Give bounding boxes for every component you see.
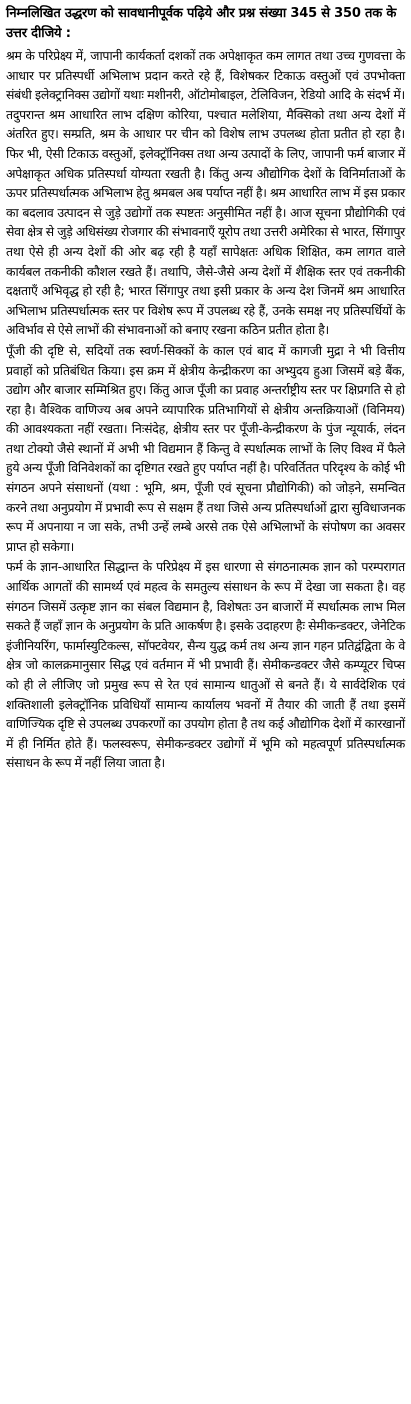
- paragraph-capital: पूँजी की दृष्टि से, सदियों तक स्वर्ण-सिक्कों के काल एवं बाद में कागजी मुद्रा ने भी वित्तीय प्रवाहों को प्रतिबंधित किया। इस क्रम में क्षेत्रीय केन्द्रीकरण का अभ्युदय हुआ जिसमें बड़े बैंक, उद्योग और बाजार सम्मिश्रित हुए। किंतु आज पूँजी का प्रवाह अन्तर्राष्ट्रीय स्तर पर क्षिप्रगति से हो रहा है। वैश्विक वाणिज्य अब अपने व्यापारिक प्रतिभागियों से क्षेत्रीय अन्तक्रियाओं (विनिमय) की आवश्यकता नहीं रखता। निःसंदेह, क्षेत्रीय स्तर पर पूँजी-केन्द्रीकरण के पुंज न्यूयार्क, लंदन तथा टोक्यो जैसे स्थानों में अभी भी विद्यमान हैं किन्तु वे स्पर्धात्मक लाभों के लिए विश्व में फैले हुये अन्य पूँजी विनिवेशकों का दृष्टिगत रखते हुए पर्याप्त नहीं है। परिवर्तितत परिदृश्य के कोई भी संगठन अपने संसाधनों (यथा : भूमि, श्रम, पूँजी एवं सूचना प्रौद्योगिकी) को जोड़ने, समन्वित करने तथा अनुप्रयोग में प्रभावी रूप से सक्षम हैं तथा जिसे अन्य प्रतिस्पर्धाओं द्वारा सुविधाजनक रूप में अपनाया न जा सके, तभी उन्हें लम्बे अरसे तक ऐसे अभिलाभों के संपोषण का अवसर प्राप्त हो सकेगा।: [6, 342, 405, 554]
- paragraph-labour: श्रम के परिप्रेक्ष्य में, जापानी कार्यकर्ता दशकों तक अपेक्षाकृत कम लागत तथा उच्च गुणवत्ता के आधार पर प्रतिस्पर्धी अभिलाभ प्रदान करते रहे हैं, विशेषकर टिकाऊ वस्तुओं एवं उपभोक्ता संबंधी इलेक्ट्रानिक्स उद्योगों यथाः मशीनरी, ऑटोमोबाइल, टेलिविजन, रेडियो आदि के संदर्भ में। तदुपरान्त श्रम आधारित लाभ दक्षिण कोरिया, पश्चात मलेशिया, मैक्सिको तथा अन्य देशों में अंतरित हुए। सम्प्रति, श्रम के आधार पर चीन को विशेष लाभ उपलब्ध होता प्रतीत हो रहा है। फिर भी, ऐसी टिकाऊ वस्तुओं, इलेक्ट्रॉनिक्स तथा अन्य उत्पादों के लिए, जापानी फर्म बाजार में अपेक्षाकृत अधिक प्रतिस्पर्धा योग्यता रखती है। किंतु अन्य औद्योगिक देशों के विनिर्माताओं के ऊपर प्रतिस्पर्धात्मक अभिलाभ हेतु श्रमबल अब पर्याप्त नहीं है। श्रम आधारित लाभ में इस प्रकार का बदलाव उत्पादन से जुड़े उद्योगों तक स्पष्टतः अनुसीमित नहीं है। आज सूचना प्रौद्योगिकी एवं सेवा क्षेत्र से जुड़े अधिसंख्य रोजगार की संभावनाएँ यूरोप तथा उत्तरी अमेरिका से भारत, सिंगापुर तथा ऐसे ही अन्य देशों की ओर बढ़ रही है यहाँ सापेक्षतः अधिक शिक्षित, कम लागत वाले कार्यबल तकनीकी कौशल रखते हैं। तथापि, जैसे-जैसे अन्य देशों में शैक्षिक स्तर एवं तकनीकी दक्षताएँ अभिवृद्ध हो रही है; भारत सिंगापुर तथा इसी प्रकार के अन्य देश जिनमें श्रम आधारित अभिलाभ प्रतिस्पर्धात्मक स्तर पर विशेष रूप में उपलब्ध रहे हैं, उनके समक्ष नए प्रतिस्पर्धियों के अविर्भाव से ऐसे लाभों की संभावनाओं को बनाए रखना कठिन प्रतीत होता है।: [6, 48, 405, 338]
- paragraph-knowledge: फर्म के ज्ञान-आधारित सिद्धान्त के परिप्रेक्ष्य में इस धारणा से संगठनात्मक ज्ञान को परम्परागत आर्थिक आगतों की सामर्थ्य एवं महत्व के समतुल्य संसाधन के रूप में देखा जा सकता है। वह संगठन जिसमें उत्कृष्ट ज्ञान का संबल विद्यमान है, विशेषतः उन बाजारों में स्पर्धात्मक लाभ मिल सकते हैं जहाँ ज्ञान के अनुप्रयोग के प्रति आकर्षण है। इसके उदाहरण हैः सेमीकन्डक्टर, जेनेटिक इंजीनियरिंग, फार्मास्युटिकल्स, सॉफ्टवेयर, सैन्य युद्ध कर्म तथ अन्य ज्ञान गहन प्रतिद्वंद्विता के वे क्षेत्र जो कालक्रमानुसार सिद्ध एवं वर्तमान में भी प्रभावी हैं। सेमीकन्डक्टर जैसे कम्प्यूटर चिप्स को ही ले लीजिए जो प्रमुख रूप से रेत एवं सामान्य धातुओं से बनते हैं। ये सार्वदेशिक एवं शक्तिशाली इलेक्ट्रॉनिक प्रविधियाँ सामान्य कार्यालय भवनों में तैयार की जाती हैं तथा इसमें वाणिज्यिक दृष्टि से उपलब्ध उपकरणों का उपयोग होता है तथ कई औद्योगिक देशों में कारखानों में ही निर्मित होते हैं। फलस्वरूप, सेमीकन्डक्टर उद्योगों में भूमि को महत्वपूर्ण प्रतिस्पर्धात्मक संसाधन के रूप में नहीं लिया जाता है।: [6, 559, 405, 771]
- instruction-heading: निम्नलिखित उद्धरण को सावधानीपूर्वक पढ़िये और प्रश्न संख्या 345 से 350 तक के उत्तर दीजिये :: [6, 6, 397, 41]
